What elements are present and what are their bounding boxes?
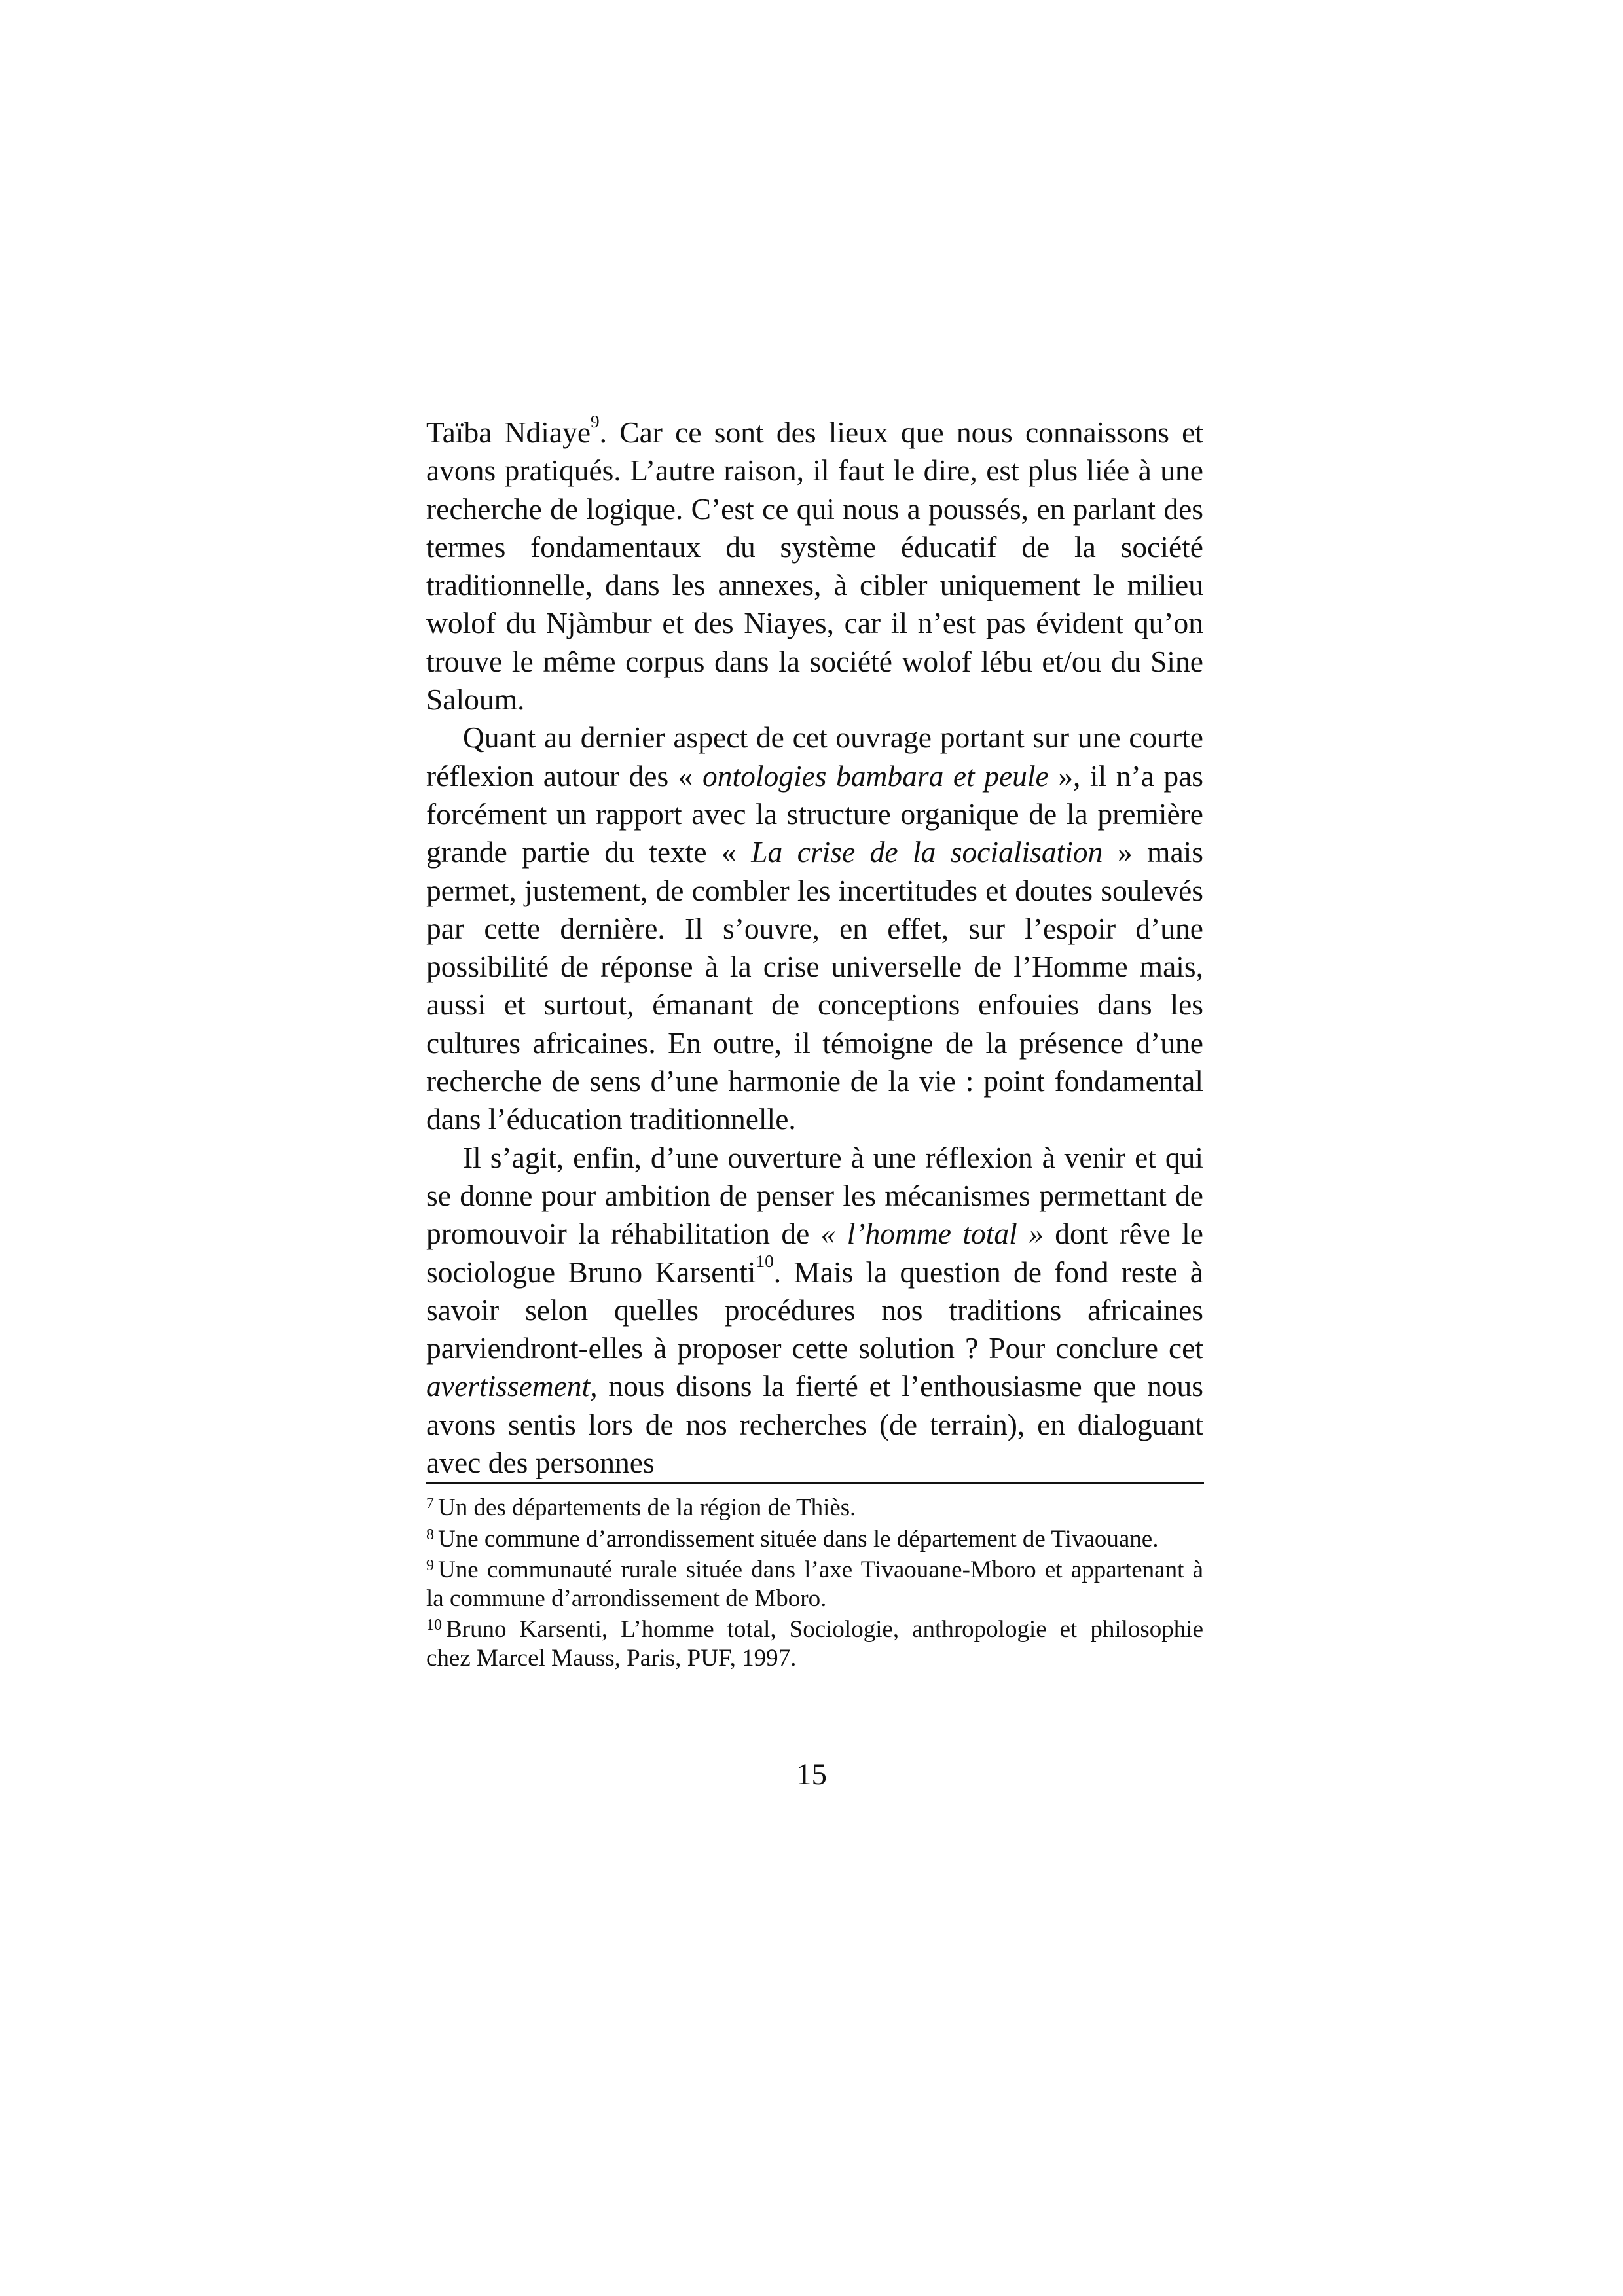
italic-homme-total: « l’homme total » [820,1217,1044,1251]
footnote-ref-9: 9 [591,411,600,431]
italic-ontologies: ontologies bambara et peule [702,759,1049,793]
page-number: 15 [796,1757,827,1791]
body-text [426,411,1203,1482]
footnote-7: $^7$ Un des départements de la région de Thiès. [426,1494,856,1521]
paragraph-2: Quant au dernier aspect de cet ouvrage portant sur une courte réflexion autour des « ontologies bambara et peule », il n’a pas forcément un rapport avec la structure organique de la première grande partie du texte « La crise de la socialisation » mais permet, justement, de combler les incertitudes et doutes soulevés par cette dernière. Il s’ouvre, en effet, sur l’espoir d’une possibilité de réponse à la crise universelle de l’Homme mais, aussi et surtout, émanant de conceptions enfouies dans les cultures africaines. En outre, il témoigne de la présence d’une recherche de sens d’une harmonie de la vie : point fondamental dans l’éducation traditionnelle. [426,721,1203,1136]
footnote-divider [426,1482,1204,1484]
footnote-9: $^9$ Une communauté rurale située dans l’axe Tivaouane-Mboro et appartenant à la commune d’arrondissement de Mboro. [426,1556,1203,1612]
footnotes [426,1494,1203,1675]
footnote-10: $^{10}$ Bruno Karsenti, L’homme total, Sociologie, anthropologie et philosophie chez Marcel Mauss, Paris, PUF, 1997. [426,1616,1203,1672]
footnote-ref-10: 10 [756,1251,774,1271]
italic-crise-socialisation: La crise de la socialisation [751,835,1103,869]
footnote-8: $^8$ Une commune d’arrondissement située dans le département de Tivaouane. [426,1525,1159,1552]
paragraph-3: Il s’agit, enfin, d’une ouverture à une réflexion à venir et qui se donne pour ambition de penser les mécanismes permettant de promouvoir la réhabilitation de « l’homme total » dont rêve le sociologue Bruno Karsenti$^{10}$. Mais la question de fond reste à savoir selon quelles procédures nos traditions africaines parviendront-elles à proposer cette solution ? Pour conclure cet avertissement, nous disons la fierté et l’enthousiasme que nous avons sentis lors de nos recherches (de terrain), en dialoguant avec des personnes [426,1140,1203,1480]
italic-avertissement: avertissement [426,1369,591,1403]
paragraph-1: Taïba Ndiaye$^9$. Car ce sont des lieux que nous connaissons et avons pratiqués. L’autre raison, il faut le dire, est plus liée à une recherche de logique. C’est ce qui nous a poussés, en parlant des termes fondamentaux du système éducatif de la société traditionnelle, dans les annexes, à cibler uniquement le milieu wolof du Njàmbur et des Niayes, car il n’est pas évident qu’on trouve le même corpus dans la société wolof lébu et/ou du Sine Saloum. [426,411,1203,717]
